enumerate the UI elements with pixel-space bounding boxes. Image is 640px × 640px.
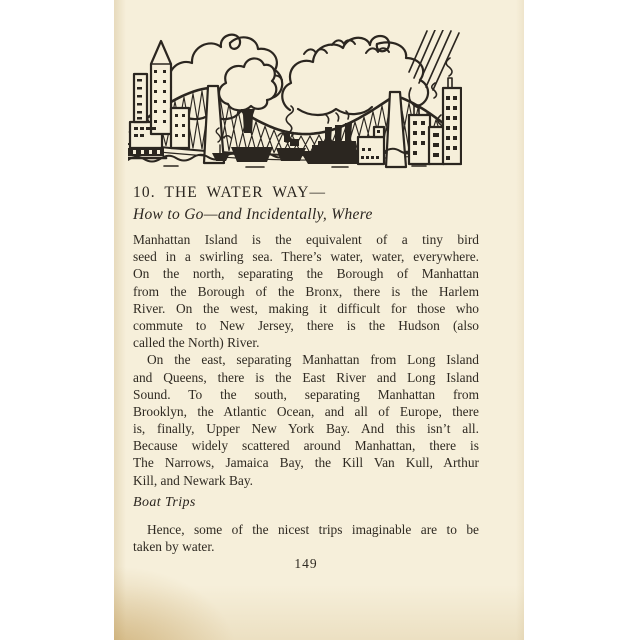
tugboat-left: [231, 147, 273, 162]
paragraph-2: [133, 351, 479, 489]
body-line: commute to New Jersey, there is the Hudson (also: [133, 317, 479, 333]
bridge-tower-right: [386, 92, 406, 167]
body-line: On the east, separating Manhattan from Long Island: [147, 352, 479, 368]
hull: [300, 151, 364, 164]
body-line: Brooklyn, the Atlantic Ocean, and all of Europe, there: [133, 403, 479, 419]
body-line: and Queens, there is the East River and Long Island: [133, 369, 479, 385]
body-line: Kill, and Newark Bay.: [133, 472, 253, 488]
body-line: Hence, some of the nicest trips imaginable are to be: [147, 522, 479, 537]
chapter-heading: 10. THE WATER WAY—: [133, 184, 327, 201]
body-line: The Narrows, Jamaica Bay, the Kill Van Kull, Arthur: [133, 455, 479, 471]
body-line: Sound. To the south, separating Manhattan from: [133, 386, 479, 402]
page-number: 149: [294, 556, 318, 571]
chapter-subtitle: How to Go—and Incidentally, Where: [133, 206, 373, 223]
funnels: [325, 123, 352, 141]
section-heading: Boat Trips: [133, 495, 196, 510]
cabin: [290, 139, 299, 146]
paragraph-1: [133, 231, 479, 351]
harbor-bridge-illustration: [128, 30, 462, 169]
building-b: [409, 115, 430, 164]
funnel: [284, 133, 290, 142]
smoke-plume: [219, 58, 276, 133]
body-line: called the North) River.: [133, 335, 260, 351]
body-line: taken by water.: [133, 539, 215, 555]
building-mid: [171, 108, 189, 148]
building-d: [443, 88, 461, 164]
body-line: from the Borough of the Bronx, there is the Harlem: [133, 283, 479, 299]
body-line: Because widely scattered around Manhattan, there is: [133, 438, 479, 454]
body-line: On the north, separating the Borough of Manhattan: [133, 266, 479, 282]
superstructure: [312, 141, 356, 151]
body-line: seed in a swirling sea. There’s water, water, everywhere.: [133, 249, 479, 265]
left-skyline: [128, 41, 189, 158]
body-line: River. On the west, making it difficult for those who: [133, 300, 479, 316]
page-sheet: [114, 0, 524, 640]
paragraph-3: [133, 521, 479, 555]
body-line: Manhattan Island is the equivalent of a tiny bird: [133, 232, 479, 247]
body-text: [133, 231, 479, 489]
body-line: is, finally, Upper New York Bay. And this isn’t all.: [133, 421, 479, 437]
